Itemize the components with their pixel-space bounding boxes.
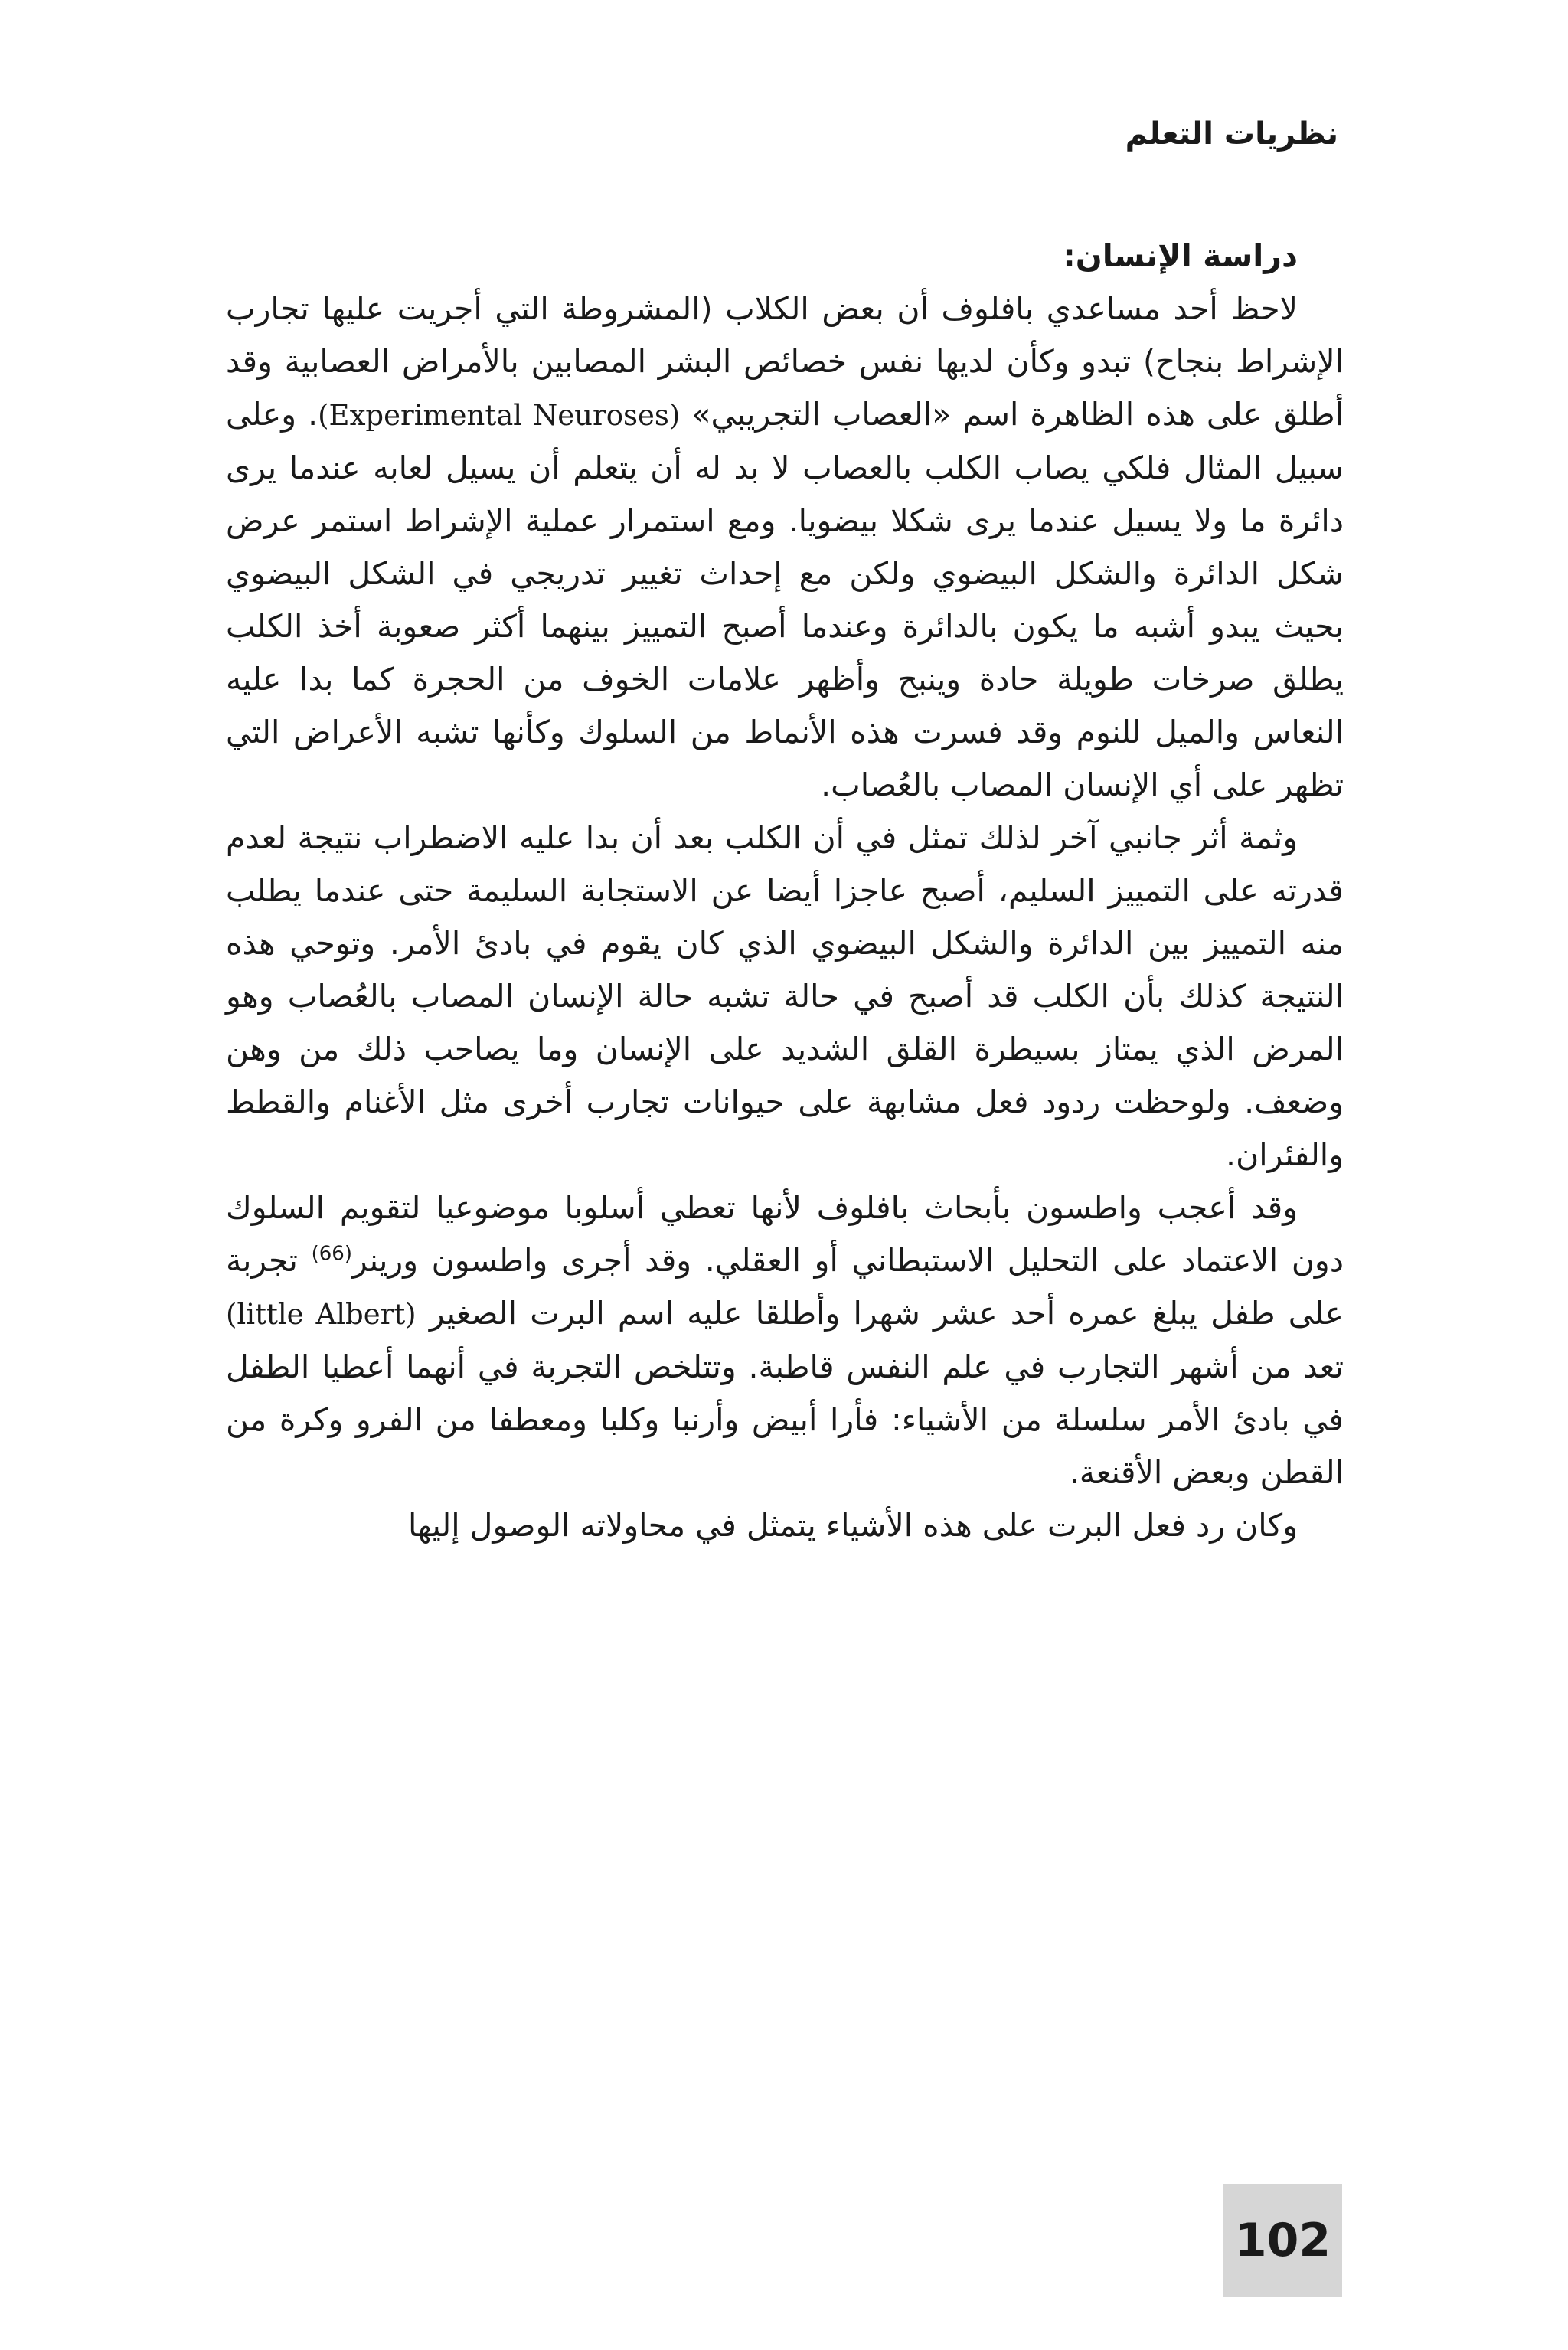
paragraph-2: وثمة أثر جانبي آخر لذلك تمثل في أن الكلب بعد أن بدا عليه الاضطراب نتيجة لعدم قدرته على التمييز السليم، أصبح عاجزا أيضا عن الاستجابة السليمة حتى عندما يطلب منه التمييز بين الدائرة والشكل البيضوي الذي كان يقوم في بادئ الأمر. وتوحي هذه النتيجة كذلك بأن الكلب قد أصبح في حالة تشبه حالة الإنسان المصاب بالعُصاب وهو المرض الذي يمتاز بسيطرة القلق الشديد على الإنسان وما يصاحب ذلك من وهن وضعف. ولوحظت ردود فعل مشابهة على حيوانات تجارب أخرى مثل الأغنام والقطط والفئران. bbox=[226, 819, 1344, 1173]
paragraph-4: وكان رد فعل البرت على هذه الأشياء يتمثل في محاولاته الوصول إليها bbox=[407, 1507, 1298, 1544]
footnote-reference: (66) bbox=[311, 1242, 352, 1266]
latin-term-experimental-neuroses: (Experimental Neuroses) bbox=[318, 399, 681, 432]
latin-term-little-albert: (little Albert) bbox=[226, 1298, 416, 1331]
paragraph-3 bbox=[226, 1182, 1344, 1499]
paragraph-1-text-end: . وعلى سبيل المثال فلكي يصاب الكلب بالعصاب لا بد له أن يتعلم أن يسيل لعابه عندما يرى دائرة ما ولا يسيل عندما يرى شكلا بيضويا. ومع استمرار عملية الإشراط استمر عرض شكل الدائرة والشكل البيضوي ولكن مع إحداث تغيير تدريجي في الشكل البيضوي بحيث يبدو أشبه ما يكون بالدائرة وعندما أصبح التمييز بينهما أكثر صعوبة أخذ الكلب يطلق صرخات طويلة حادة وينبح وأظهر علامات الخوف من الحجرة كما بدا عليه النعاس والميل للنوم وقد فسرت هذه الأنماط من السلوك وكأنها تشبه الأعراض التي تظهر على أي الإنسان المصاب بالعُصاب. bbox=[226, 396, 1344, 803]
running-head: نظريات التعلم bbox=[1125, 116, 1338, 152]
paragraph-3-text-middle: تجربة على طفل يبلغ عمره أحد عشر شهرا وأطلقا عليه اسم البرت الصغير bbox=[226, 1242, 1344, 1332]
body-text bbox=[226, 230, 1344, 1552]
paragraph-1-text-start: لاحظ أحد مساعدي بافلوف أن بعض الكلاب (المشروطة التي أجريت عليها تجارب الإشراط بنجاح) تبدو وكأن لديها نفس خصائص البشر المصابين بالأمراض العصابية وقد أطلق على هذه الظاهرة اسم «العصاب التجريبي» bbox=[226, 290, 1344, 433]
paragraph-3-text-start: وقد أعجب واطسون بأبحاث بافلوف لأنها تعطي أسلوبا موضوعيا لتقويم السلوك دون الاعتماد على التحليل الاستبطاني أو العقلي. وقد أجرى واطسون ورينر bbox=[226, 1189, 1344, 1279]
page-number: 102 bbox=[1223, 2184, 1342, 2297]
paragraph-1 bbox=[226, 283, 1344, 812]
section-heading: دراسة الإنسان: bbox=[1063, 237, 1298, 274]
paragraph-3-text-end: تعد من أشهر التجارب في علم النفس قاطبة. وتتلخص التجربة في أنهما أعطيا الطفل في بادئ الأمر سلسلة من الأشياء: فأرا أبيض وأرنبا وكلبا ومعطفا من الفرو وكرة من القطن وبعض الأقنعة. bbox=[226, 1348, 1344, 1491]
